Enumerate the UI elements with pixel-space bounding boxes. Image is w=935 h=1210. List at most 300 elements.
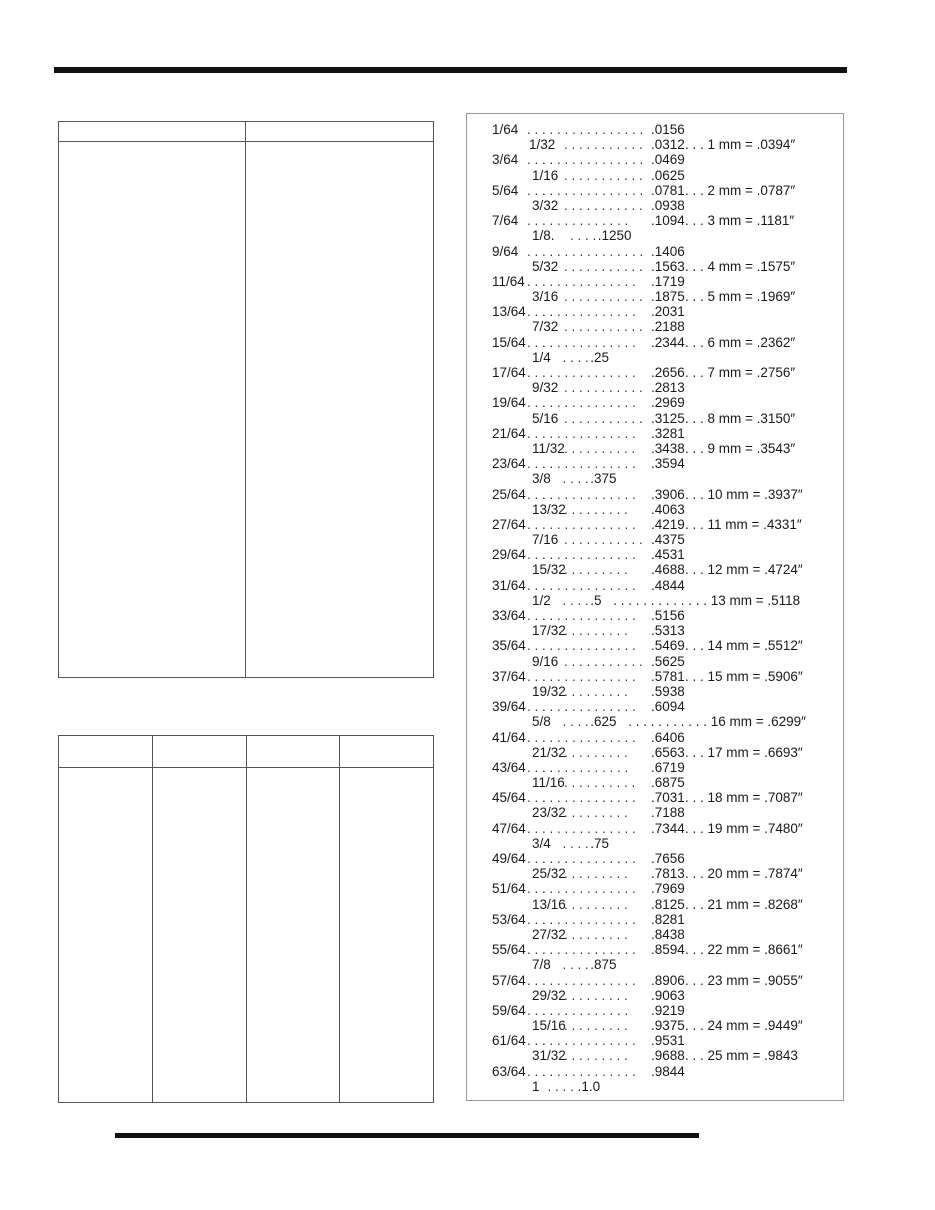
decimal-value: .8438	[651, 926, 685, 942]
dot-leader: . . . . . . . . . . . . . . .	[527, 577, 636, 593]
decimal-value: .25	[590, 349, 609, 365]
bottom-rule	[115, 1133, 699, 1138]
conversion-row	[467, 517, 843, 532]
dot-leader: . . . . . . . . . .	[564, 775, 636, 791]
decimal-value: .1406	[651, 243, 685, 259]
decimal-value: .2813	[651, 380, 685, 396]
dot-leader: . . . . . . . . . . . . . . .	[527, 638, 636, 654]
table-body-cell	[153, 768, 247, 1103]
decimal-value: .2656	[651, 365, 685, 380]
conversion-row	[467, 973, 843, 988]
millimeter-equivalent: . . . 15 mm = .5906″	[685, 668, 803, 684]
fraction-value: 47/64	[492, 820, 526, 836]
millimeter-equivalent: . . . 18 mm = .7087″	[685, 790, 803, 806]
dot-leader: . . . . . . . . . .	[564, 440, 636, 456]
conversion-row	[467, 654, 843, 669]
millimeter-equivalent: . . . 20 mm = .7874″	[685, 866, 803, 882]
decimal-value: .6406	[651, 729, 685, 745]
fraction-value: 1/64	[492, 122, 519, 137]
fraction-value: 13/16	[532, 896, 566, 912]
decimal-value: .1875	[651, 289, 685, 305]
conversion-row	[467, 213, 843, 228]
conversion-row	[467, 1064, 843, 1079]
fraction-value: 35/64	[492, 638, 526, 654]
fraction-value: 3/4	[532, 835, 551, 851]
fraction-value: 51/64	[492, 881, 526, 897]
dot-leader: . . . .	[562, 349, 589, 365]
decimal-value: .7969	[651, 881, 685, 897]
decimal-value: .1094	[651, 213, 685, 229]
conversion-row	[467, 547, 843, 562]
dot-leader: . . . .	[562, 957, 589, 973]
decimal-value: .9063	[651, 987, 685, 1003]
decimal-value: .3125	[651, 410, 685, 426]
decimal-value: .5	[590, 592, 602, 608]
fraction-value: 7/16	[532, 532, 559, 548]
fraction-value: 1/16	[532, 167, 559, 183]
table-header-cell	[246, 122, 434, 142]
decimal-value: .0469	[651, 152, 685, 168]
decimal-value: .7656	[651, 851, 685, 866]
fraction-value: 13/32	[532, 501, 566, 517]
table-header-row	[59, 736, 434, 768]
table-body-cell	[59, 142, 246, 678]
decimal-value: .3281	[651, 425, 685, 441]
decimal-value: .9375	[651, 1018, 685, 1034]
dot-leader: . . . . . . . . .	[564, 1018, 628, 1034]
millimeter-equivalent: . . . 11 mm = .4331″	[685, 516, 802, 532]
dot-leader: . . . . .	[547, 1078, 582, 1094]
millimeter-equivalent: . . . 12 mm = .4724″	[685, 562, 803, 578]
dot-leader: . . . .	[562, 835, 589, 851]
dot-leader: . . . . . . . . . . . . . . .	[527, 668, 636, 684]
decimal-value: 1.0	[581, 1078, 601, 1094]
dot-leader: . . . . . . . . . . . . . .	[527, 759, 629, 775]
table-body-row	[59, 142, 434, 678]
dot-leader: . . . . . . . . .	[564, 683, 628, 699]
conversion-row	[467, 669, 843, 684]
decimal-value: .6719	[651, 759, 685, 775]
decimal-value: .0312	[651, 137, 685, 153]
decimal-value: .4375	[651, 532, 685, 548]
conversion-row	[467, 638, 843, 653]
millimeter-equivalent: . . . 2 mm = .0787″	[685, 182, 796, 198]
empty-table-four-column	[58, 735, 434, 1103]
conversion-row	[467, 168, 843, 183]
conversion-row	[467, 578, 843, 593]
dot-leader: . . . . . . . . . . . . . . .	[527, 820, 636, 836]
fraction-value: 23/64	[492, 456, 526, 472]
decimal-value: .8594	[651, 942, 685, 958]
fraction-value: 57/64	[492, 972, 526, 988]
conversion-row	[467, 942, 843, 957]
conversion-row	[467, 745, 843, 760]
fraction-value: 33/64	[492, 608, 526, 623]
fraction-value: 13/64	[492, 304, 526, 320]
fraction-value: 3/32	[532, 197, 559, 213]
fraction-value: 63/64	[492, 1063, 526, 1079]
fraction-value: 5/16	[532, 410, 559, 426]
fraction-value: 9/64	[492, 243, 519, 259]
millimeter-equivalent: . . . 25 mm = .9843	[685, 1048, 798, 1064]
conversion-row	[467, 730, 843, 745]
conversion-row	[467, 866, 843, 881]
decimal-value: .6094	[651, 699, 685, 715]
fraction-value: 53/64	[492, 911, 526, 927]
conversion-row	[467, 775, 843, 790]
fraction-value: 49/64	[492, 851, 526, 866]
decimal-value: .2344	[651, 334, 685, 350]
table-body-cell	[59, 768, 153, 1103]
fraction-value: 5/32	[532, 258, 559, 274]
fraction-value: 15/64	[492, 334, 526, 350]
conversion-row	[467, 228, 843, 243]
fraction-value: 9/32	[532, 380, 559, 396]
dot-leader: . . . . . . . . . . . . . . .	[527, 456, 636, 472]
fraction-value: 39/64	[492, 699, 526, 715]
conversion-row	[467, 502, 843, 517]
dot-leader: . . . . . . . . . . .	[564, 197, 643, 213]
fraction-value: 31/32	[532, 1048, 566, 1064]
dot-leader: . . . . . . . . . . . . . . .	[527, 516, 636, 532]
fraction-value: 7/64	[492, 213, 519, 229]
table-body-cell	[247, 768, 340, 1103]
decimal-value: .9219	[651, 1002, 685, 1018]
dot-leader: . . . .	[570, 228, 597, 244]
conversion-row	[467, 851, 843, 866]
conversion-row	[467, 244, 843, 259]
fraction-value: 11/32	[532, 440, 565, 456]
fraction-value: 19/64	[492, 395, 526, 411]
fraction-value: 1/2	[532, 592, 551, 608]
dot-leader: . . . .	[562, 471, 589, 487]
conversion-row	[467, 1048, 843, 1063]
conversion-row	[467, 122, 843, 137]
conversion-row	[467, 836, 843, 851]
millimeter-equivalent: . . . 23 mm = .9055″	[685, 972, 803, 988]
fraction-value: 43/64	[492, 759, 526, 775]
dot-leader: . . . . . . . . .	[564, 623, 628, 639]
dot-leader: . . . . . . . . . . .	[564, 410, 643, 426]
fraction-value: 27/64	[492, 516, 526, 532]
dot-leader: . . . . . . . . . . . . . . .	[527, 304, 636, 320]
dot-leader: . . . . . . . . . . . . . . . .	[527, 152, 644, 168]
fraction-value: 61/64	[492, 1033, 526, 1049]
dot-leader: . . . . . . . . . . . . . .	[527, 213, 629, 229]
millimeter-equivalent: . . . 17 mm = .6693″	[685, 744, 803, 760]
fraction-value: 45/64	[492, 790, 526, 806]
conversion-row	[467, 319, 843, 334]
dot-leader: . . . . . . . . . . . . . . .	[527, 790, 636, 806]
fraction-value: 29/64	[492, 547, 526, 563]
dot-leader: . . . . . . . . .	[564, 744, 628, 760]
decimal-value: .6563	[651, 744, 685, 760]
millimeter-equivalent: . . . 22 mm = .8661″	[685, 942, 803, 958]
table-header-cell	[153, 736, 247, 768]
conversion-row	[467, 988, 843, 1003]
millimeter-equivalent: . . . 9 mm = .3543″	[685, 440, 796, 456]
decimal-value: .4531	[651, 547, 685, 563]
fraction-value: 55/64	[492, 942, 526, 958]
decimal-value: .8906	[651, 972, 685, 988]
fraction-value: 9/16	[532, 653, 559, 669]
dot-leader: . . . . . . . . . . .	[564, 532, 643, 548]
fraction-value: 3/16	[532, 289, 559, 305]
dot-leader: . . . . . . . . . . .	[564, 380, 643, 396]
conversion-row	[467, 304, 843, 319]
conversion-row	[467, 897, 843, 912]
conversion-row	[467, 274, 843, 289]
decimal-value: .5313	[651, 623, 685, 639]
dot-leader: . . . . . . . . . . .	[564, 137, 643, 153]
dot-leader: . . . . . . . . . . .	[564, 289, 643, 305]
decimal-value: .4063	[651, 501, 685, 517]
fraction-value: 25/64	[492, 486, 526, 502]
dot-leader: . . . . . . . . . . . . . . .	[527, 911, 636, 927]
decimal-value: .7188	[651, 805, 685, 821]
conversion-row	[467, 623, 843, 638]
millimeter-equivalent: . . . . . . . . . . . 16 mm = .6299″	[628, 714, 806, 730]
table-header-cell	[59, 736, 153, 768]
millimeter-equivalent: . . . 19 mm = .7480″	[685, 820, 803, 836]
dot-leader: . . . . . . . . . . . . . . . .	[527, 182, 644, 198]
millimeter-equivalent: . . . . . . . . . . . . . 13 mm = .5118	[613, 592, 801, 608]
fraction-value: 1/8.	[532, 228, 555, 244]
fraction-value: 17/64	[492, 365, 526, 380]
dot-leader: . . . . . . . . .	[564, 987, 628, 1003]
decimal-value: .1563	[651, 258, 685, 274]
dot-leader: . . . . . . . . .	[564, 896, 628, 912]
empty-table-two-column	[58, 121, 434, 678]
conversion-row	[467, 927, 843, 942]
fraction-value: 5/8	[532, 714, 551, 730]
conversion-row	[467, 821, 843, 836]
fraction-value: 1	[532, 1078, 540, 1094]
decimal-value: .9844	[651, 1063, 685, 1079]
dot-leader: . . . . . . . . . . . . . .	[527, 1002, 629, 1018]
dot-leader: . . . . . . . . .	[564, 866, 628, 882]
decimal-value: .2031	[651, 304, 685, 320]
dot-leader: . . . . . . . . . . .	[564, 653, 643, 669]
dot-leader: . . . . . . . . . . . . . . .	[527, 851, 636, 866]
conversion-row	[467, 198, 843, 213]
dot-leader: . . . . . . . . . . . . . . .	[527, 1033, 636, 1049]
table-header-cell	[59, 122, 246, 142]
conversion-row	[467, 487, 843, 502]
decimal-value: .7344	[651, 820, 685, 836]
dot-leader: . . . . . . . . . . . . . . .	[527, 547, 636, 563]
conversion-row	[467, 1018, 843, 1033]
decimal-value: .8125	[651, 896, 685, 912]
dot-leader: . . . . . . . . .	[564, 501, 628, 517]
fraction-value: 5/64	[492, 182, 519, 198]
decimal-value: .5156	[651, 608, 685, 623]
conversion-row	[467, 471, 843, 486]
dot-leader: . . . . . . . . . . . . . . .	[527, 486, 636, 502]
dot-leader: . . . . . . . . . . . . . . . .	[527, 243, 644, 259]
conversion-row	[467, 881, 843, 896]
millimeter-equivalent: . . . 6 mm = .2362″	[685, 334, 796, 350]
decimal-value: .375	[590, 471, 617, 487]
decimal-value: .0625	[651, 167, 685, 183]
fraction-value: 15/32	[532, 562, 566, 578]
dot-leader: . . . . . . . . . . .	[564, 258, 643, 274]
dot-leader: . . . . . . . . . . . . . . .	[527, 395, 636, 411]
dot-leader: . . . . . . . . . . . . . . .	[527, 425, 636, 441]
table-body-row	[59, 768, 434, 1103]
decimal-value: .0938	[651, 197, 685, 213]
fraction-value: 25/32	[532, 866, 566, 882]
table-header-cell	[247, 736, 340, 768]
fraction-value: 19/32	[532, 683, 566, 699]
fraction-value: 17/32	[532, 623, 566, 639]
millimeter-equivalent: . . . 24 mm = .9449″	[685, 1018, 803, 1034]
table-header-row	[59, 122, 434, 142]
decimal-value: .8281	[651, 911, 685, 927]
table-body-cell	[340, 768, 434, 1103]
conversion-row	[467, 532, 843, 547]
conversion-row	[467, 805, 843, 820]
conversion-row	[467, 957, 843, 972]
decimal-value: .6875	[651, 775, 685, 791]
conversion-row	[467, 289, 843, 304]
table-header-cell	[340, 736, 434, 768]
conversion-row	[467, 699, 843, 714]
decimal-value: .0156	[651, 122, 685, 137]
decimal-value: .1719	[651, 273, 685, 289]
conversion-row	[467, 350, 843, 365]
fraction-value: 1/4	[532, 349, 551, 365]
conversion-row	[467, 1033, 843, 1048]
conversion-list	[467, 122, 843, 1094]
fraction-value: 37/64	[492, 668, 526, 684]
conversion-row	[467, 335, 843, 350]
conversion-row	[467, 259, 843, 274]
decimal-value: .9688	[651, 1048, 685, 1064]
dot-leader: . . . . . . . . . . . . . . . .	[527, 122, 644, 137]
decimal-conversion-chart	[466, 113, 844, 1101]
decimal-value: .9531	[651, 1033, 685, 1049]
conversion-row	[467, 395, 843, 410]
decimal-value: .3594	[651, 456, 685, 472]
conversion-row	[467, 562, 843, 577]
fraction-value: 11/64	[492, 273, 525, 289]
decimal-value: .7031	[651, 790, 685, 806]
conversion-row	[467, 456, 843, 471]
conversion-row	[467, 411, 843, 426]
decimal-value: .625	[590, 714, 617, 730]
fraction-value: 27/32	[532, 926, 566, 942]
conversion-row	[467, 137, 843, 152]
conversion-row	[467, 426, 843, 441]
decimal-value: .5781	[651, 668, 685, 684]
fraction-value: 1/32	[529, 137, 556, 153]
dot-leader: . . . . . . . . . . . . . . .	[527, 881, 636, 897]
decimal-value: .5938	[651, 683, 685, 699]
dot-leader: . . . . . . . . . . . . . . .	[527, 942, 636, 958]
conversion-row	[467, 441, 843, 456]
millimeter-equivalent: . . . 14 mm = .5512″	[685, 638, 803, 654]
fraction-value: 3/8	[532, 471, 551, 487]
conversion-row	[467, 365, 843, 380]
fraction-value: 7/8	[532, 957, 551, 973]
dot-leader: . . . . . . . . .	[564, 562, 628, 578]
fraction-value: 41/64	[492, 729, 526, 745]
millimeter-equivalent: . . . 7 mm = .2756″	[685, 365, 796, 380]
conversion-row	[467, 593, 843, 608]
millimeter-equivalent: . . . 5 mm = .1969″	[685, 289, 796, 305]
dot-leader: . . . . . . . . . . . . . . .	[527, 334, 636, 350]
fraction-value: 59/64	[492, 1002, 526, 1018]
decimal-value: .7813	[651, 866, 685, 882]
conversion-row	[467, 183, 843, 198]
dot-leader: . . . . . . . . .	[564, 926, 628, 942]
fraction-value: 29/32	[532, 987, 566, 1003]
dot-leader: . . . . . . . . . . . . . . .	[527, 608, 636, 623]
fraction-value: 21/64	[492, 425, 526, 441]
conversion-row	[467, 684, 843, 699]
fraction-value: 21/32	[532, 744, 566, 760]
decimal-value: .5469	[651, 638, 685, 654]
dot-leader: . . . .	[562, 592, 589, 608]
decimal-value: .2969	[651, 395, 685, 411]
conversion-row	[467, 714, 843, 729]
conversion-row	[467, 760, 843, 775]
decimal-value: .0781	[651, 182, 685, 198]
decimal-value: .4844	[651, 577, 685, 593]
conversion-row	[467, 608, 843, 623]
decimal-value: .4219	[651, 516, 685, 532]
decimal-value: .75	[590, 835, 609, 851]
decimal-value: .4688	[651, 562, 685, 578]
dot-leader: . . . . . . . . .	[564, 1048, 628, 1064]
fraction-value: 31/64	[492, 577, 526, 593]
millimeter-equivalent: . . . 1 mm = .0394″	[685, 137, 796, 153]
millimeter-equivalent: . . . 8 mm = .3150″	[685, 410, 796, 426]
conversion-row	[467, 152, 843, 167]
dot-leader: . . . . . . . . . . . . . . .	[527, 1063, 636, 1079]
millimeter-equivalent: . . . 21 mm = .8268″	[685, 896, 803, 912]
dot-leader: . . . . . . . . . . .	[564, 167, 643, 183]
dot-leader: . . . . . . . . . . . . . . .	[527, 365, 636, 380]
table-body-cell	[246, 142, 434, 678]
dot-leader: . . . . . . . . . . . . . . .	[527, 729, 636, 745]
top-rule	[54, 67, 847, 73]
decimal-value: .2188	[651, 319, 685, 335]
decimal-value: .3906	[651, 486, 685, 502]
dot-leader: . . . . . . . . . . . . . . .	[527, 273, 636, 289]
fraction-value: 11/16	[532, 775, 565, 791]
dot-leader: . . . . . . . . . . . . . . .	[527, 972, 636, 988]
fraction-value: 15/16	[532, 1018, 566, 1034]
fraction-value: 23/32	[532, 805, 566, 821]
dot-leader: . . . . . . . . .	[564, 805, 628, 821]
decimal-value: .5625	[651, 653, 685, 669]
decimal-value: .3438	[651, 440, 685, 456]
millimeter-equivalent: . . . 10 mm = .3937″	[685, 486, 803, 502]
dot-leader: . . . . . . . . . . .	[564, 319, 643, 335]
millimeter-equivalent: . . . 3 mm = .1181″	[685, 213, 795, 229]
conversion-row	[467, 380, 843, 395]
decimal-value: .875	[590, 957, 617, 973]
conversion-row	[467, 1079, 843, 1094]
decimal-value: .1250	[597, 228, 632, 244]
dot-leader: . . . .	[562, 714, 589, 730]
millimeter-equivalent: . . . 4 mm = .1575″	[685, 258, 796, 274]
conversion-row	[467, 912, 843, 927]
dot-leader: . . . . . . . . . . . . . . .	[527, 699, 636, 715]
conversion-row	[467, 790, 843, 805]
